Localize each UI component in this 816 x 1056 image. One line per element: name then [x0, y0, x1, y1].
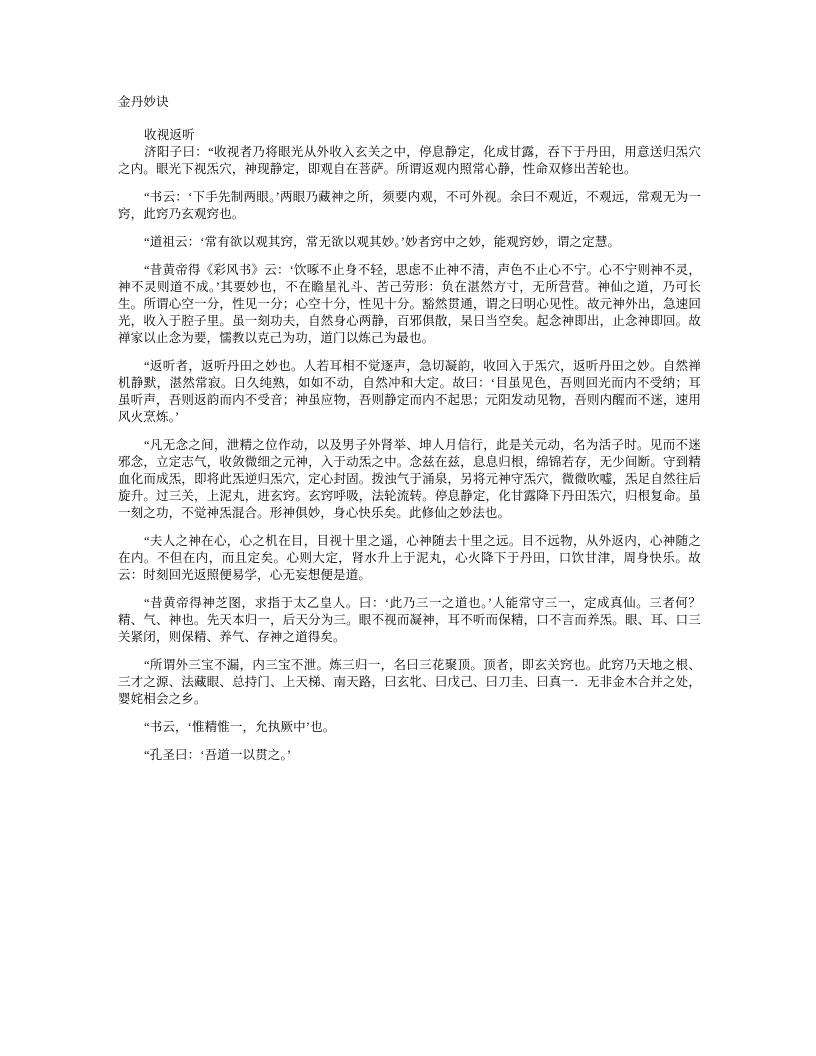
paragraph-spacer — [118, 178, 701, 189]
document-content — [118, 94, 701, 775]
paragraph-1: 济阳子曰：“收视者乃将眼光从外收入玄关之中，停息静定，化成甘露，吞下于丹田，用意送归炁穴之内。眼光下视炁穴，神现静定，即观自在菩萨。所谓返观内照常心静，性命双修出苦轮也。 — [118, 145, 701, 176]
paragraph-3: “道祖云：‘常有欲以观其窍，常无欲以观其妙。’妙者窍中之妙，能观窍妙，谓之定慧。 — [144, 235, 621, 249]
section-heading: 收视返听 — [144, 128, 195, 142]
paragraph-4: “昔黄帝得《彩风书》云：‘饮啄不止身不轻，思虑不止神不清，声色不止心不宁。心不宁则神不灵，神不灵则道不成。’其要妙也，不在瞻星礼斗、苦己劳形：负在湛然方寸，无所营营。神仙之道，乃可长生。所谓心空一分，性见一分；心空十分，性见十分。豁然贯通，谓之曰明心见性。故元神外出，急速回光，收入于腔子里。虽一刻功夫，自然身心两静，百邪俱散，杲日当空矣。起念神即出，止念神即回。故禅家以止念为要，懦教以克己为功，道门以炼己为最也。 — [118, 263, 701, 345]
paragraph-6: “凡无念之间，泄精之位作动，以及男子外肾举、坤人月信行，此是关元动，名为活子时。见而不迷邪念，立定志气，收敛微细之元神，入于动炁之中。念兹在兹，息息归根，绵锦若存，无少间断。守到精血化而成炁，即将此炁逆归炁穴，定心封固。拨浊气于涌泉，另将元神守炁穴，微微吹嘘，炁足自然往后旋升。过三关，上泥丸，进玄窍。玄窍呼吸，法轮流转。停息静定，化甘露降下丹田炁穴，归根复命。虽一刻之功，不觉神炁混合。形神俱妙，身心快乐矣。此修仙之妙法也。 — [118, 438, 701, 520]
page-title: 金丹妙诀 — [118, 95, 169, 109]
paragraph-9: “所谓外三宝不漏，内三宝不泄。炼三归一，名曰三花聚顶。顶者，即玄关窍也。此窍乃天地之根、三才之源、法藏眼、总持门、上天梯、南天路，曰玄牝、曰戊己、曰刀圭、曰真一．无非金木合并之处，婴姹相会之乡。 — [118, 658, 701, 706]
paragraph-8: “昔黄帝得神芝图，求指于太乙皇人。曰：‘此乃三一之道也。’人能常守三一，定成真仙。三者何？精、气、神也。先天本归一，后天分为三。眼不视而凝神，耳不听而保精，口不言而养炁。眼、耳、口三关紧闭，则保精、养气、存神之道得矣。 — [118, 596, 701, 644]
paragraph-11: “孔圣曰：‘吾道一以贯之。’ — [144, 748, 292, 762]
paragraph-2: “书云：‘下手先制两眼。’两眼乃藏神之所，须要内观，不可外视。余曰不观近，不观远，常观无为一窍，此窍乃玄观窍也。 — [118, 190, 701, 221]
paragraph-7: “夫人之神在心，心之机在目，目视十里之遥，心神随去十里之远。目不远物，从外返内，心神随之在内。不但在内，而且定矣。心则大定，肾水升上于泥丸，心火降下于丹田，口饮甘津，周身快乐。故云：时刻回光返照便易学，心无妄想便是道。 — [118, 534, 701, 582]
paragraph-5: “返听者，返听丹田之妙也。人若耳相不觉逐声，急切凝韵，收回入于炁穴，返听丹田之妙。自然禅机静默，湛然常寂。日久纯熟，如如不动，自然冲和大定。故曰：‘目虽见色，吾则回光而内不受纳；耳虽听声，吾则返韵而内不受音；神虽应物，吾则静定而内不起思；元阳发动见物，吾则内醒而不迷，速用风火烹炼。’ — [118, 359, 701, 424]
paragraph-10: “书云，‘惟精惟一，允执厥中’也。 — [144, 720, 336, 734]
